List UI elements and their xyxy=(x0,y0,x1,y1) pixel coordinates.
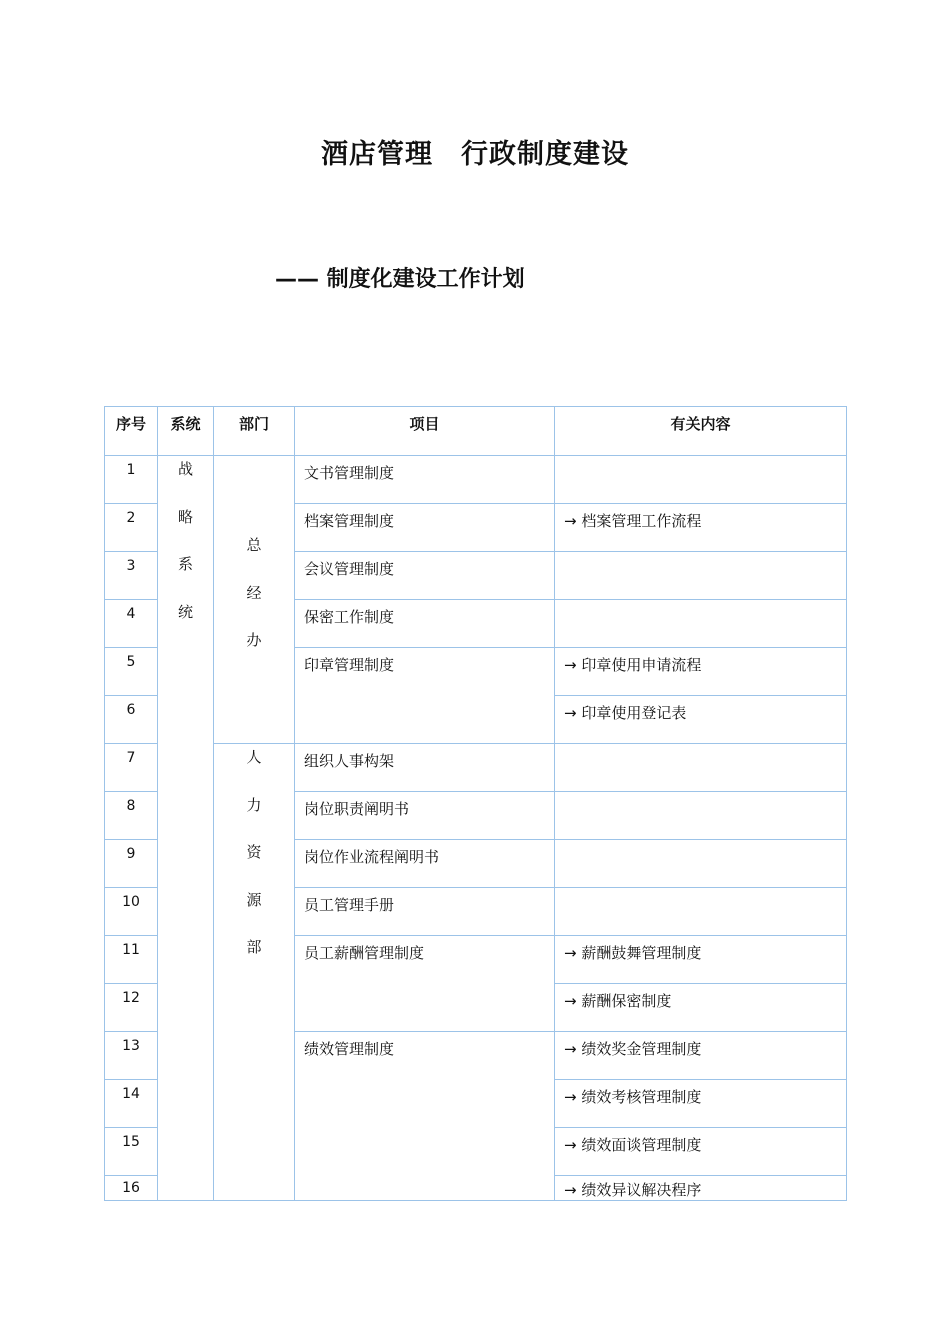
related-cell: → 薪酬保密制度 xyxy=(555,984,847,1032)
seq-cell: 1 xyxy=(105,456,158,504)
seq-cell: 8 xyxy=(105,792,158,840)
seq-cell: 7 xyxy=(105,744,158,792)
dept-char: 人 xyxy=(246,748,262,766)
item-cell: 绩效管理制度 xyxy=(295,1032,555,1201)
dept-char: 资 xyxy=(246,843,262,861)
item-cell: 档案管理制度 xyxy=(295,504,555,552)
seq-cell: 12 xyxy=(105,984,158,1032)
document-title: 酒店管理 行政制度建设 xyxy=(321,139,629,170)
dept-cell-general-office xyxy=(214,456,295,744)
related-cell xyxy=(555,888,847,936)
seq-cell: 14 xyxy=(105,1080,158,1128)
seq-cell: 3 xyxy=(105,552,158,600)
header-item: 项目 xyxy=(295,407,555,456)
seq-cell: 10 xyxy=(105,888,158,936)
seq-cell: 16 xyxy=(105,1176,158,1201)
related-cell: → 绩效考核管理制度 xyxy=(555,1080,847,1128)
related-cell: → 绩效异议解决程序 xyxy=(555,1176,847,1201)
dept-char: 办 xyxy=(246,631,262,649)
item-cell: 岗位作业流程阐明书 xyxy=(295,840,555,888)
dept-char: 部 xyxy=(246,938,262,956)
related-cell: → 档案管理工作流程 xyxy=(555,504,847,552)
seq-cell: 15 xyxy=(105,1128,158,1176)
system-char: 系 xyxy=(177,555,193,573)
seq-cell: 5 xyxy=(105,648,158,696)
related-cell: → 绩效面谈管理制度 xyxy=(555,1128,847,1176)
system-plan-table xyxy=(104,406,847,1201)
related-cell: → 印章使用登记表 xyxy=(555,696,847,744)
item-cell: 员工薪酬管理制度 xyxy=(295,936,555,1032)
table-header-row xyxy=(105,407,847,456)
item-cell: 印章管理制度 xyxy=(295,648,555,744)
document-subtitle: —— 制度化建设工作计划 xyxy=(275,267,525,292)
table-row xyxy=(105,456,847,504)
related-cell xyxy=(555,600,847,648)
seq-cell: 13 xyxy=(105,1032,158,1080)
seq-cell: 4 xyxy=(105,600,158,648)
item-cell: 文书管理制度 xyxy=(295,456,555,504)
dept-char: 总 xyxy=(246,536,262,554)
item-cell: 保密工作制度 xyxy=(295,600,555,648)
related-cell xyxy=(555,552,847,600)
seq-cell: 9 xyxy=(105,840,158,888)
seq-cell: 2 xyxy=(105,504,158,552)
item-cell: 员工管理手册 xyxy=(295,888,555,936)
related-cell: → 绩效奖金管理制度 xyxy=(555,1032,847,1080)
related-cell xyxy=(555,744,847,792)
item-cell: 会议管理制度 xyxy=(295,552,555,600)
dept-char: 力 xyxy=(246,795,262,814)
related-cell: → 印章使用申请流程 xyxy=(555,648,847,696)
header-system: 系统 xyxy=(158,407,214,456)
related-cell: → 薪酬鼓舞管理制度 xyxy=(555,936,847,984)
header-seq: 序号 xyxy=(105,407,158,456)
related-cell xyxy=(555,840,847,888)
seq-cell: 11 xyxy=(105,936,158,984)
related-cell xyxy=(555,456,847,504)
dept-char: 源 xyxy=(246,890,262,909)
system-cell xyxy=(158,456,214,1201)
item-cell: 岗位职责阐明书 xyxy=(295,792,555,840)
header-related: 有关内容 xyxy=(555,407,847,456)
system-char: 战 xyxy=(177,460,193,478)
system-char: 略 xyxy=(177,507,193,526)
header-dept: 部门 xyxy=(214,407,295,456)
seq-cell: 6 xyxy=(105,696,158,744)
related-cell xyxy=(555,792,847,840)
table-row xyxy=(105,744,847,792)
item-cell: 组织人事构架 xyxy=(295,744,555,792)
dept-cell-hr xyxy=(214,744,295,1201)
system-char: 统 xyxy=(177,602,193,621)
dept-char: 经 xyxy=(246,583,262,602)
